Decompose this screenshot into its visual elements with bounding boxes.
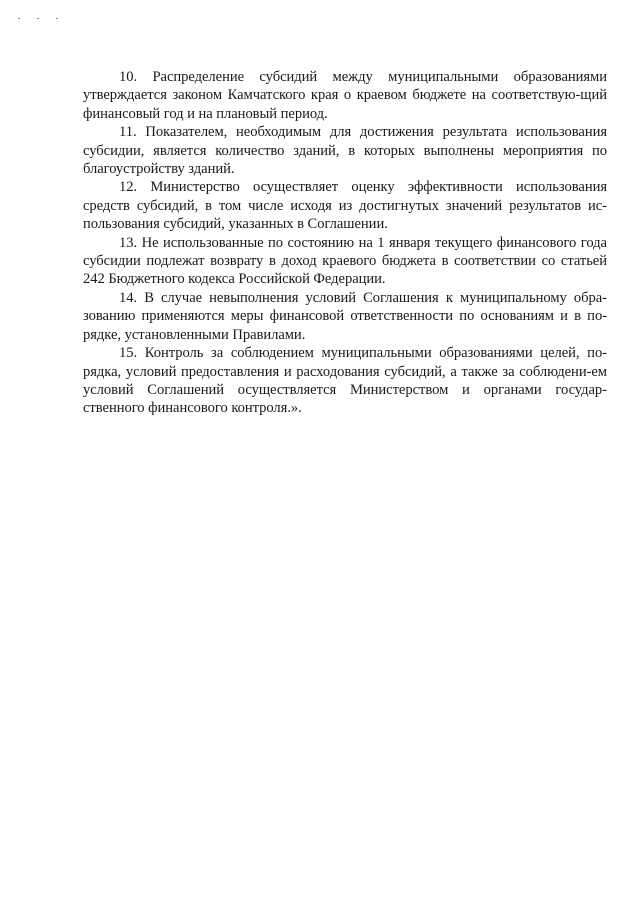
scan-mark-artifact	[18, 14, 68, 22]
paragraph-10: 10. Распределение субсидий между муниципальными образованиями утверждается законом Камчатского края о краевом бюджете на соответствую-щий финансовый год и на плановый период.	[83, 69, 607, 122]
paragraph-14: 14. В случае невыполнения условий Соглашения к муниципальному обра-зованию применяются меры финансовой ответственности по основаниям и в по-рядке, установленными Правилами.	[83, 289, 607, 343]
paragraph-13: 13. Не использованные по состоянию на 1 января текущего финансового года субсидии подлежат возврату в доход краевого бюджета в соответствии со статьей 242 Бюджетного кодекса Российской Федерации.	[83, 234, 607, 288]
regulation-text	[83, 68, 607, 418]
paragraph-11: 11. Показателем, необходимым для достижения результата использования субсидии, является количество зданий, в которых выполнены мероприятия по благоустройству зданий.	[83, 124, 607, 178]
paragraph-12: 12. Министерство осуществляет оценку эффективности использования средств субсидий, в том числе исходя из достигнутых значений результатов ис-пользования субсидий, указанных в Соглашении.	[83, 179, 607, 233]
paragraph-15: 15. Контроль за соблюдением муниципальными образованиями целей, по-рядка, условий предоставления и расходования субсидий, а также за соблюдени-ем условий Соглашений осуществляется Министерством и органами государ-ственного финансового контроля.».	[83, 345, 607, 417]
